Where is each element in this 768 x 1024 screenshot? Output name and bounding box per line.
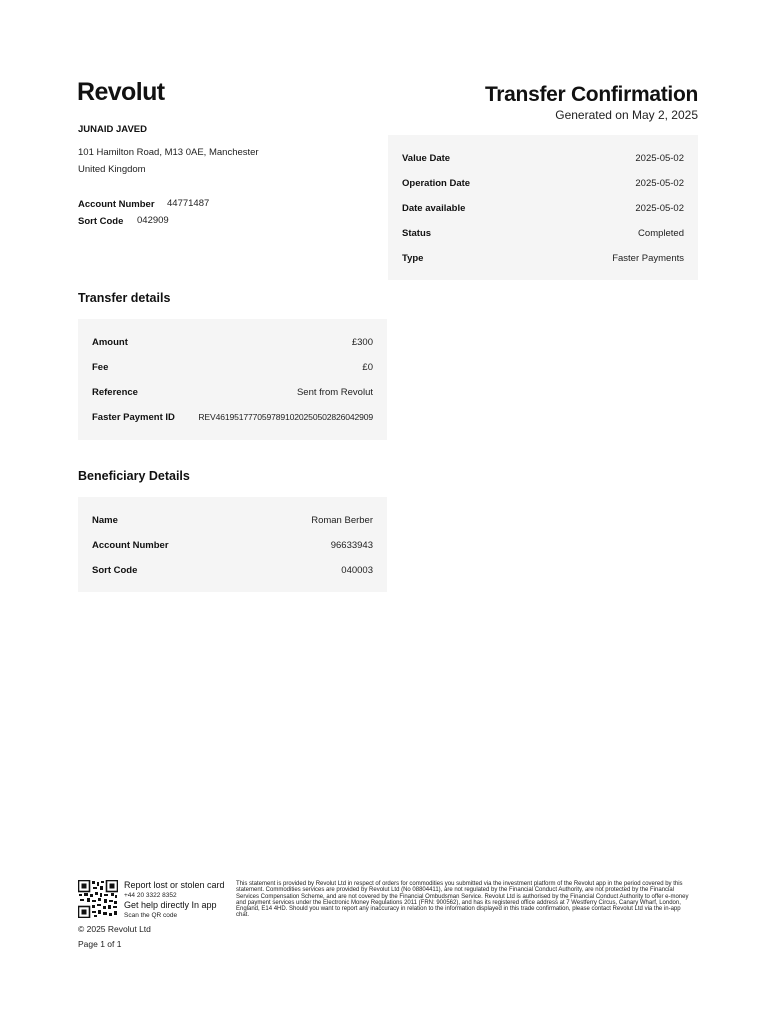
account-number-label: Account Number [78, 199, 155, 210]
revolut-logo: Revolut [77, 78, 165, 106]
customer-address-line1: 101 Hamilton Road, M13 0AE, Manchester [78, 147, 259, 158]
transfer-label: Amount [92, 337, 128, 348]
summary-label: Value Date [402, 153, 451, 164]
summary-label: Operation Date [402, 178, 471, 189]
summary-row-date-available [402, 203, 684, 217]
customer-name: JUNAID JAVED [78, 124, 147, 135]
summary-label: Type [402, 253, 424, 264]
beneficiary-label: Account Number [92, 540, 169, 551]
transfer-value: £300 [351, 337, 373, 348]
transfer-row-fee [92, 362, 373, 376]
summary-row-type [402, 253, 684, 267]
beneficiary-row-account-number [92, 540, 373, 554]
transfer-label: Faster Payment ID [92, 412, 175, 423]
qr-code-icon [78, 880, 118, 918]
transfer-row-amount [92, 337, 373, 351]
summary-label: Status [402, 228, 432, 239]
copyright: © 2025 Revolut Ltd [78, 924, 151, 934]
summary-value: 2025-05-02 [635, 153, 684, 164]
beneficiary-details-title: Beneficiary Details [78, 469, 190, 483]
sort-code-value: 042909 [137, 215, 169, 226]
account-number-value: 44771487 [167, 198, 210, 209]
beneficiary-value: 040003 [341, 565, 373, 576]
scan-qr-text: Scan the QR code [124, 912, 178, 919]
transfer-label: Fee [92, 362, 109, 373]
sort-code-label: Sort Code [78, 216, 124, 227]
summary-panel [388, 135, 698, 280]
page-number: Page 1 of 1 [78, 939, 122, 949]
generated-date: Generated on May 2, 2025 [555, 108, 698, 122]
summary-value: Faster Payments [612, 253, 684, 264]
transfer-label: Reference [92, 387, 138, 398]
page-title: Transfer Confirmation [484, 83, 698, 106]
transfer-value: £0 [362, 362, 373, 373]
support-phone: +44 20 3322 8352 [124, 892, 177, 899]
summary-value: 2025-05-02 [635, 203, 684, 214]
report-lost-card-text: Report lost or stolen card [124, 880, 225, 890]
transfer-row-reference [92, 387, 373, 401]
beneficiary-details-panel [78, 497, 387, 592]
transfer-value: Sent from Revolut [296, 387, 373, 398]
transfer-value: REV461951777059789102025050282604290​9 [198, 412, 373, 422]
summary-label: Date available [402, 203, 466, 214]
customer-address-line2: United Kingdom [78, 164, 146, 175]
beneficiary-label: Name [92, 515, 118, 526]
beneficiary-row-sort-code [92, 565, 373, 579]
beneficiary-value: 96633943 [330, 540, 373, 551]
beneficiary-label: Sort Code [92, 565, 138, 576]
summary-row-value-date [402, 153, 684, 167]
summary-row-operation-date [402, 178, 684, 192]
summary-value: Completed [638, 228, 684, 239]
summary-row-status [402, 228, 684, 242]
transfer-details-panel [78, 319, 387, 440]
beneficiary-value: Roman Berber [311, 515, 373, 526]
summary-value: 2025-05-02 [635, 178, 684, 189]
transfer-details-title: Transfer details [78, 291, 171, 305]
transfer-row-payment-id [92, 412, 373, 426]
get-help-text: Get help directly In app [124, 900, 217, 910]
legal-disclaimer: This statement is provided by Revolut Ltd in respect of orders for commodities you submitted via the investment platform of the Revolut app in the period covered by this statement. Commodities services are provided by Revolut Ltd (No 08804411), are not regulated by the Financial Conduct Authority, are not protected by the Financial Services Compensation Scheme, and are not covered by the Financial Ombudsman Service. Revolut Ltd is authorised by the Financial Conduct Authority to offer e-money and payment services under the Electronic Money Regulations 2011 (FRN: 900562), and has its registered office address at 7 Westferry Circus, Canary Wharf, London, England, E14 4HD. Should you want to report any inaccuracy in relation to the information displayed in this trade confirmation, please contact Revolut Ltd via the in-app chat. [236, 881, 689, 919]
beneficiary-row-name [92, 515, 373, 529]
